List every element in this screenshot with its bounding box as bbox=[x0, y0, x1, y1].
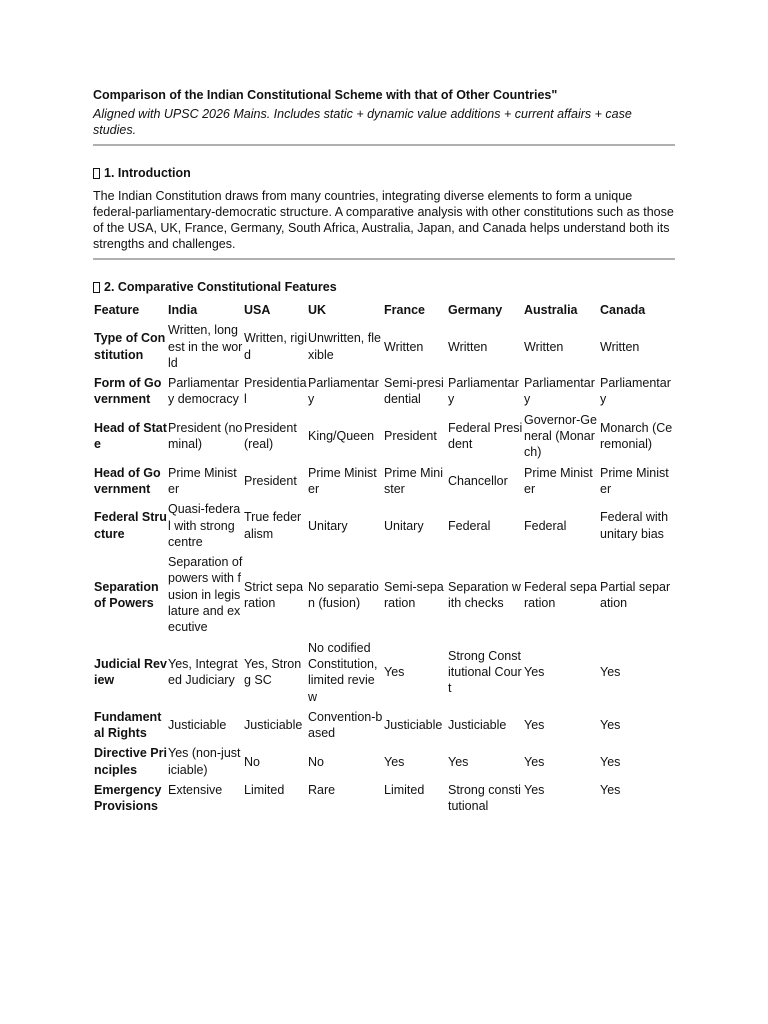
table-cell: Unitary bbox=[308, 518, 348, 533]
table-cell: Written, longest in the world bbox=[168, 323, 243, 370]
table-cell: Written bbox=[384, 339, 424, 354]
introduction-paragraph: The Indian Constitution draws from many countries, integrating diverse elements to form a unique federal-parliamentary-democratic structure. A comparative analysis with other constitutions such as those of the USA, UK, France, Germany, South Africa, Australia, Japan, and Canada helps understand both its strengths and challenges. bbox=[93, 189, 674, 251]
table-cell: Written bbox=[448, 339, 488, 354]
table-cell: Strict separation bbox=[244, 579, 304, 610]
table-cell: Prime Minister bbox=[168, 465, 237, 496]
table-row bbox=[93, 780, 675, 817]
table-cell: Separation with checks bbox=[448, 579, 521, 610]
column-header: Canada bbox=[600, 303, 646, 317]
table-cell: Justiciable bbox=[244, 717, 303, 732]
table-cell: Yes bbox=[524, 783, 545, 798]
table-cell-feature: Head of State bbox=[94, 420, 167, 452]
table-cell: Strong constitutional bbox=[448, 783, 521, 814]
table-cell: Yes, Integrated Judiciary bbox=[168, 656, 238, 688]
table-cell: Justiciable bbox=[448, 717, 507, 732]
table-cell: No separation (fusion) bbox=[308, 579, 379, 610]
table-cell-feature: Judicial Review bbox=[94, 656, 167, 688]
table-cell: Federal with unitary bias bbox=[600, 510, 669, 541]
table-cell: Quasi-federal with strong centre bbox=[168, 502, 241, 549]
column-header: France bbox=[384, 303, 425, 317]
table-cell: Federal separation bbox=[524, 579, 597, 610]
table-cell: Yes bbox=[384, 754, 405, 769]
table-cell: Yes bbox=[448, 754, 469, 769]
table-cell: No bbox=[308, 754, 324, 769]
table-cell: Limited bbox=[244, 783, 285, 798]
table-cell: Written bbox=[524, 339, 564, 354]
table-cell: Strong Constitutional Court bbox=[448, 648, 522, 696]
missing-glyph-icon bbox=[93, 168, 100, 179]
table-cell: President bbox=[384, 429, 437, 444]
table-cell: Separation of powers with fusion in legislature and executive bbox=[168, 555, 243, 635]
table-header-row bbox=[93, 300, 675, 320]
table-cell: Yes bbox=[600, 717, 621, 732]
column-header: Feature bbox=[94, 303, 140, 317]
table-row bbox=[93, 320, 675, 373]
table-cell: No bbox=[244, 754, 260, 769]
table-cell: Justiciable bbox=[384, 717, 443, 732]
table-cell: Yes bbox=[524, 754, 545, 769]
table-cell-feature: Fundamental Rights bbox=[94, 709, 162, 741]
table-row bbox=[93, 499, 675, 552]
column-header: India bbox=[168, 303, 198, 317]
table-cell: President (real) bbox=[244, 420, 297, 452]
table-cell: Prime Minister bbox=[308, 465, 377, 496]
table-cell: Federal President bbox=[448, 420, 523, 452]
table-cell-feature: Emergency Provisions bbox=[94, 783, 162, 814]
table-cell: King/Queen bbox=[308, 429, 375, 444]
table-row bbox=[93, 638, 675, 707]
table-cell: Written, rigid bbox=[244, 331, 307, 362]
table-row bbox=[93, 410, 675, 463]
table-cell: Yes bbox=[524, 717, 545, 732]
column-header: Germany bbox=[448, 303, 503, 317]
table-cell: Yes bbox=[600, 665, 621, 680]
document-page bbox=[93, 86, 675, 817]
table-cell: True federalism bbox=[244, 510, 302, 541]
table-cell: Parliamentary bbox=[448, 376, 519, 407]
table-cell: Parliamentary bbox=[524, 376, 595, 407]
table-cell: Prime Minister bbox=[600, 465, 669, 496]
column-header: USA bbox=[244, 303, 271, 317]
section-heading-comparative-features bbox=[93, 278, 675, 296]
table-cell: Prime Minister bbox=[384, 465, 444, 496]
table-row bbox=[93, 743, 675, 780]
table-cell: Chancellor bbox=[448, 473, 508, 488]
divider bbox=[93, 144, 675, 146]
table-cell: Semi-separation bbox=[384, 579, 444, 610]
divider bbox=[93, 258, 675, 260]
missing-glyph-icon bbox=[93, 282, 100, 293]
table-row bbox=[93, 707, 675, 744]
column-header: UK bbox=[308, 303, 327, 317]
table-row bbox=[93, 463, 675, 500]
table-cell: Parliamentary democracy bbox=[168, 376, 239, 407]
comparison-table bbox=[93, 300, 675, 817]
table-cell-feature: Directive Principles bbox=[94, 746, 167, 777]
table-cell: Unitary bbox=[384, 518, 424, 533]
table-cell: President (nominal) bbox=[168, 420, 243, 452]
table-cell: Rare bbox=[308, 783, 336, 798]
table-cell: Parliamentary bbox=[600, 376, 671, 407]
table-cell: Federal bbox=[448, 518, 491, 533]
table-cell: Monarch (Ceremonial) bbox=[600, 420, 673, 452]
column-header: Australia bbox=[524, 303, 578, 317]
section-heading-introduction bbox=[93, 164, 675, 182]
table-cell-feature: Head of Government bbox=[94, 465, 161, 496]
table-cell: Parliamentary bbox=[308, 376, 379, 407]
section-heading-label: 1. Introduction bbox=[104, 166, 191, 180]
table-row bbox=[93, 373, 675, 410]
table-row bbox=[93, 552, 675, 637]
table-cell: Justiciable bbox=[168, 717, 227, 732]
table-cell: Convention-based bbox=[308, 709, 383, 741]
table-cell: Yes bbox=[524, 665, 545, 680]
table-cell: Written bbox=[600, 339, 640, 354]
table-cell: Unwritten, flexible bbox=[308, 331, 381, 362]
table-cell: Yes, Strong SC bbox=[244, 656, 302, 688]
table-cell-feature: Type of Constitution bbox=[94, 331, 166, 362]
table-cell: Presidential bbox=[244, 376, 307, 407]
section-heading-label: 2. Comparative Constitutional Features bbox=[104, 280, 337, 294]
table-cell: Extensive bbox=[168, 783, 223, 798]
table-cell: Governor-General (Monarch) bbox=[524, 412, 597, 460]
document-title: Comparison of the Indian Constitutional Scheme with that of Other Countries" bbox=[93, 88, 558, 102]
document-subtitle: Aligned with UPSC 2026 Mains. Includes static + dynamic value additions + current affairs + case studies. bbox=[93, 107, 632, 137]
table-cell: Prime Minister bbox=[524, 465, 593, 496]
table-cell-feature: Form of Government bbox=[94, 376, 162, 407]
table-cell: Yes bbox=[600, 754, 621, 769]
table-cell: Federal bbox=[524, 518, 567, 533]
table-cell: No codified Constitution, limited review bbox=[308, 640, 378, 704]
table-cell: President bbox=[244, 473, 297, 488]
table-cell: Limited bbox=[384, 783, 425, 798]
table-cell: Yes bbox=[600, 783, 621, 798]
table-cell: Yes (non-justiciable) bbox=[168, 746, 241, 777]
table-cell: Yes bbox=[384, 665, 405, 680]
table-cell-feature: Separation of Powers bbox=[94, 579, 159, 610]
table-cell: Partial separation bbox=[600, 579, 671, 610]
table-cell-feature: Federal Structure bbox=[94, 510, 167, 541]
table-cell: Semi-presidential bbox=[384, 376, 444, 407]
